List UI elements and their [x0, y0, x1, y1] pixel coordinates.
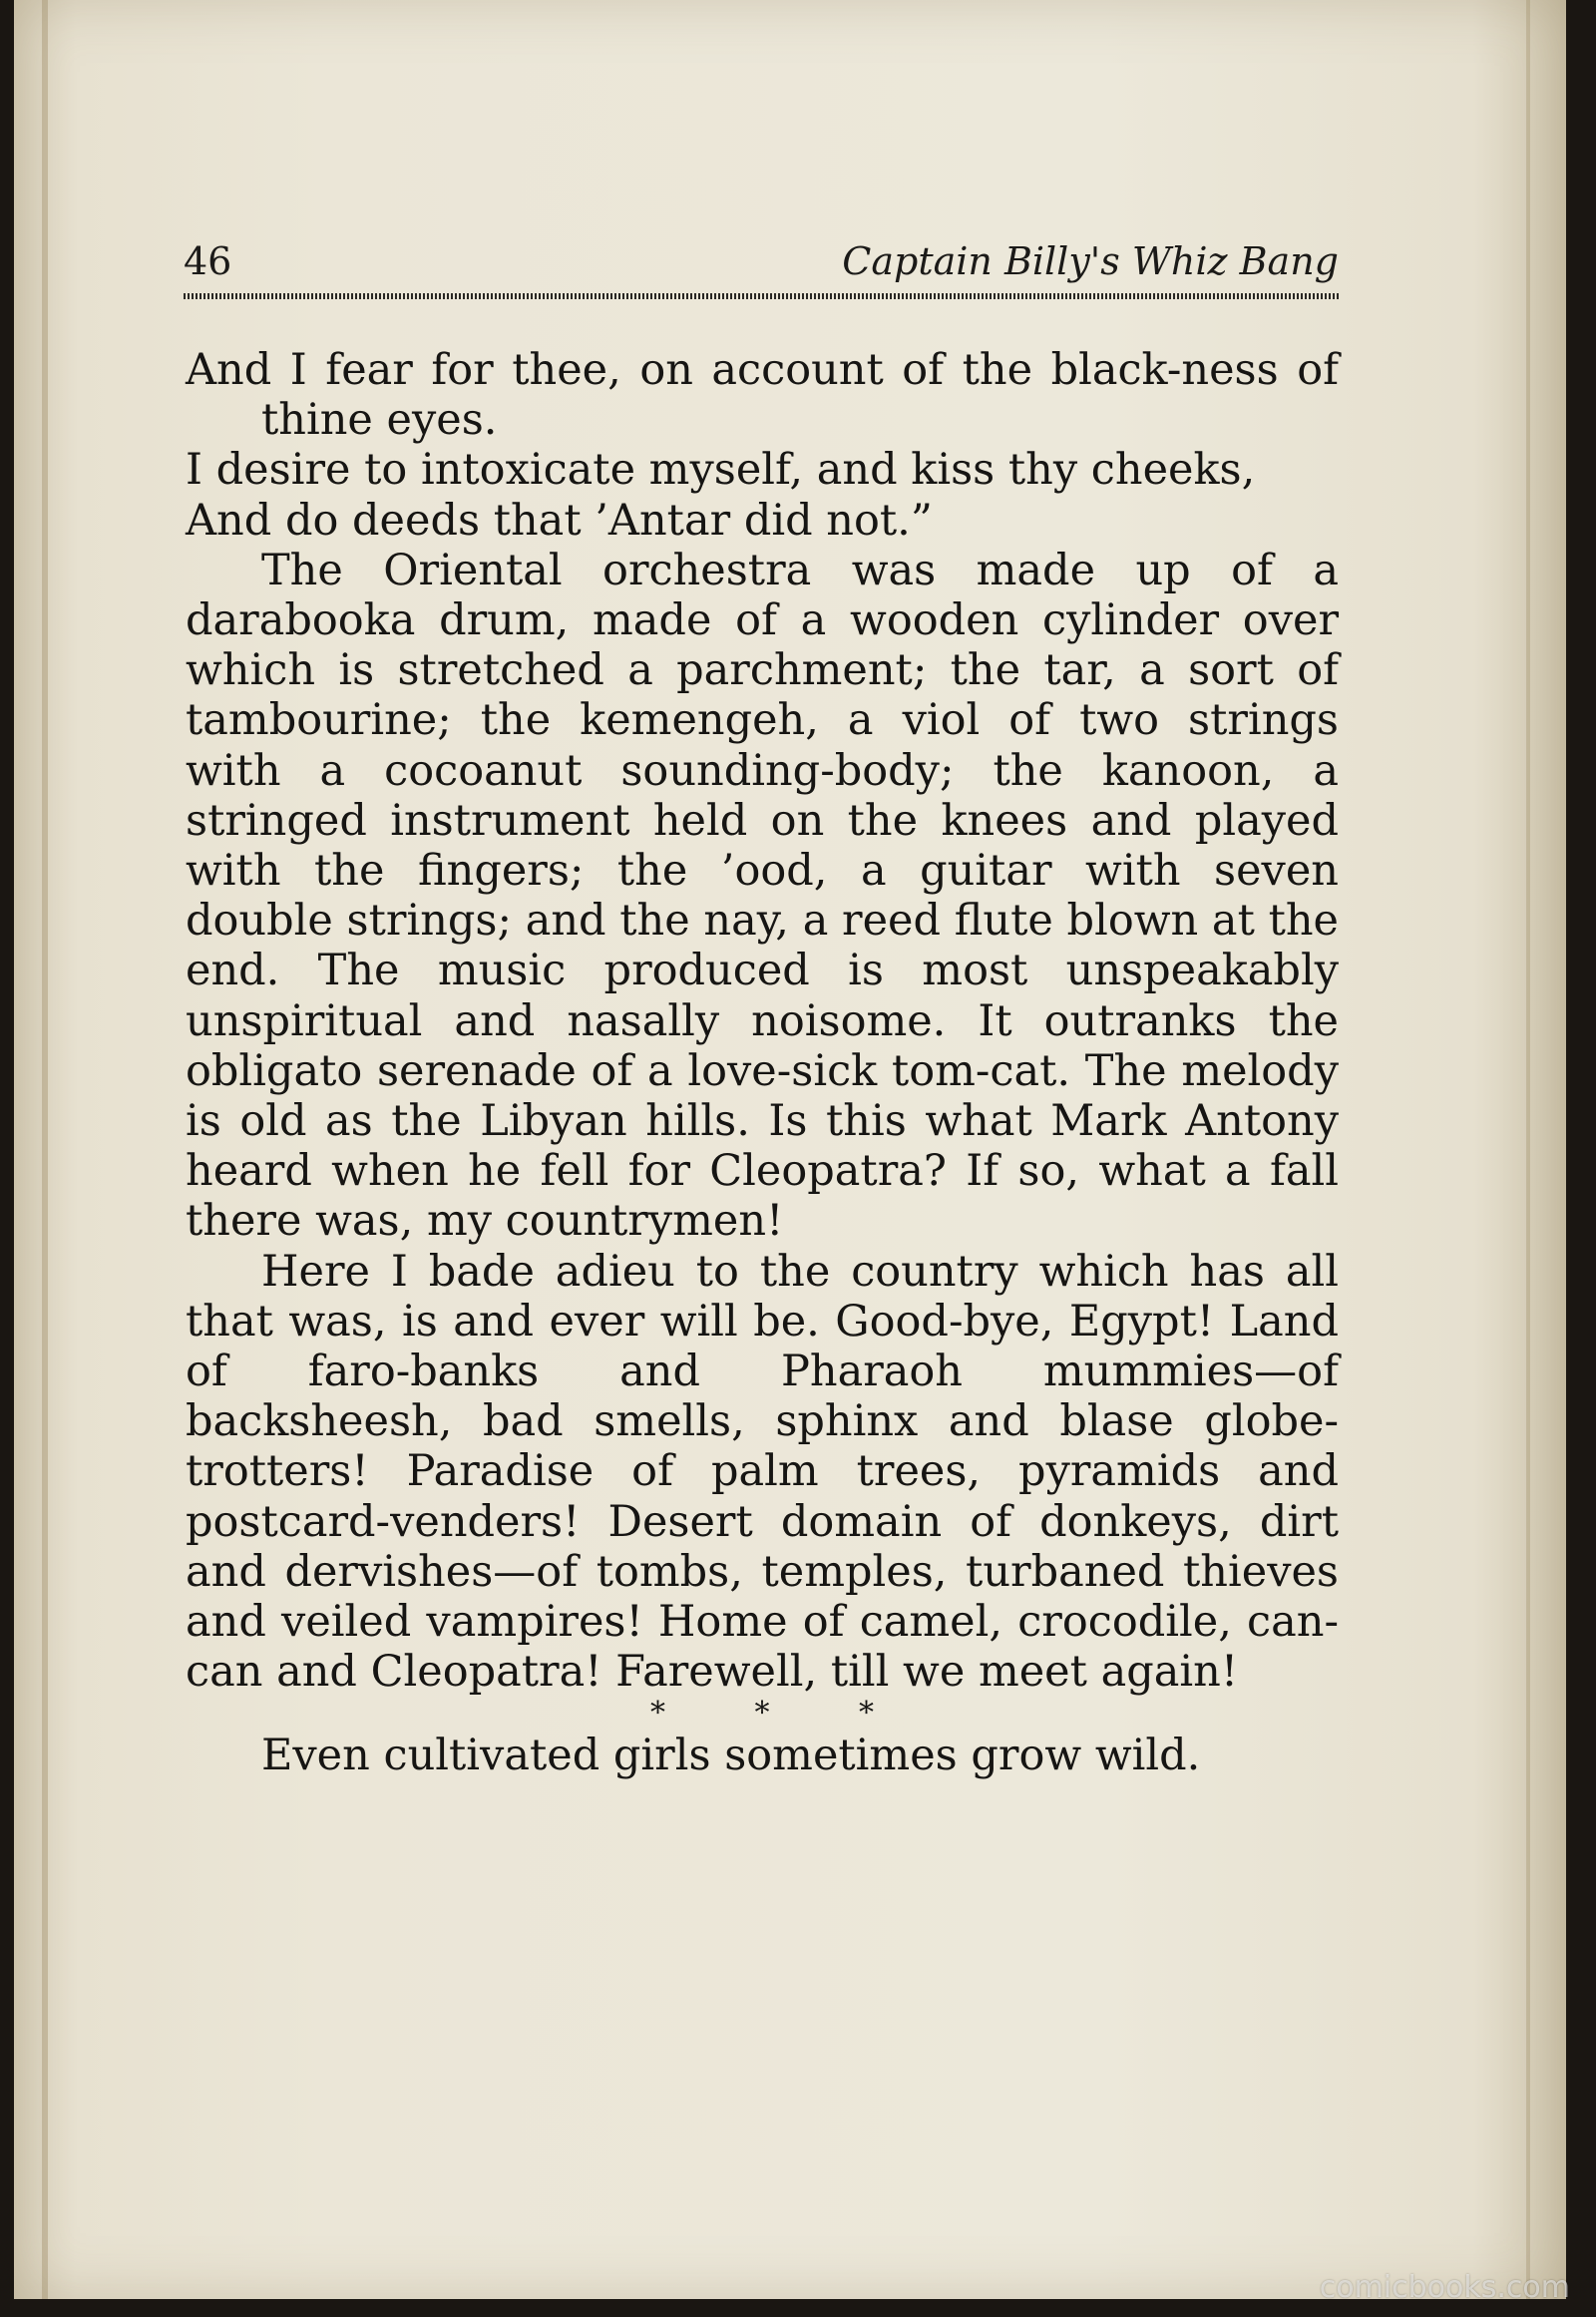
header-rule: [184, 293, 1341, 299]
verse-line: And do deeds that ’Antar did not.”: [186, 495, 933, 546]
watermark: comicbooks.com: [1319, 2270, 1570, 2305]
running-head: [172, 239, 1339, 287]
section-separator: * * *: [649, 1696, 915, 1732]
paragraph: Here I bade adieu to the country which has all that was, is and ever will be. Good-bye, Egypt! Land of faro-banks and Pharaoh mummies—of backsheesh, bad smells, sphinx and blase globe-trotters! Paradise of palm trees, pyramids and postcard-venders! Desert domain of donkeys, dirt and dervishes—of tombs, temples, turbaned thieves and veiled vampires! Home of camel, crocodile, can-can and Cleopatra! Farewell, till we meet again!: [186, 1246, 1339, 1698]
verse-line: And I fear for thee, on account of the black-ness of thine eyes.: [186, 345, 1339, 446]
scanned-page: [14, 0, 1566, 2299]
body-text: [186, 345, 1339, 1781]
closing-line: Even cultivated girls sometimes grow wild.: [261, 1731, 1201, 1781]
paragraph: The Oriental orchestra was made up of a darabooka drum, made of a wooden cylinder over which is stretched a parchment; the tar, a sort of tambourine; the kemengeh, a viol of two strings with a cocoanut sounding-body; the kanoon, a stringed instrument held on the knees and played with the fingers; the ’ood, a guitar with seven double strings; and the nay, a reed flute blown at the end. The music produced is most unspeakably unspiritual and nasally noisome. It outranks the obligato serenade of a love-sick tom-cat. The melody is old as the Libyan hills. Is this what Mark Antony heard when he fell for Cleopatra? If so, what a fall there was, my countrymen!: [186, 545, 1339, 1247]
verse-line: I desire to intoxicate myself, and kiss thy cheeks,: [186, 445, 1256, 496]
page-number: 46: [184, 239, 232, 283]
running-title: Captain Billy's Whiz Bang: [842, 239, 1339, 283]
